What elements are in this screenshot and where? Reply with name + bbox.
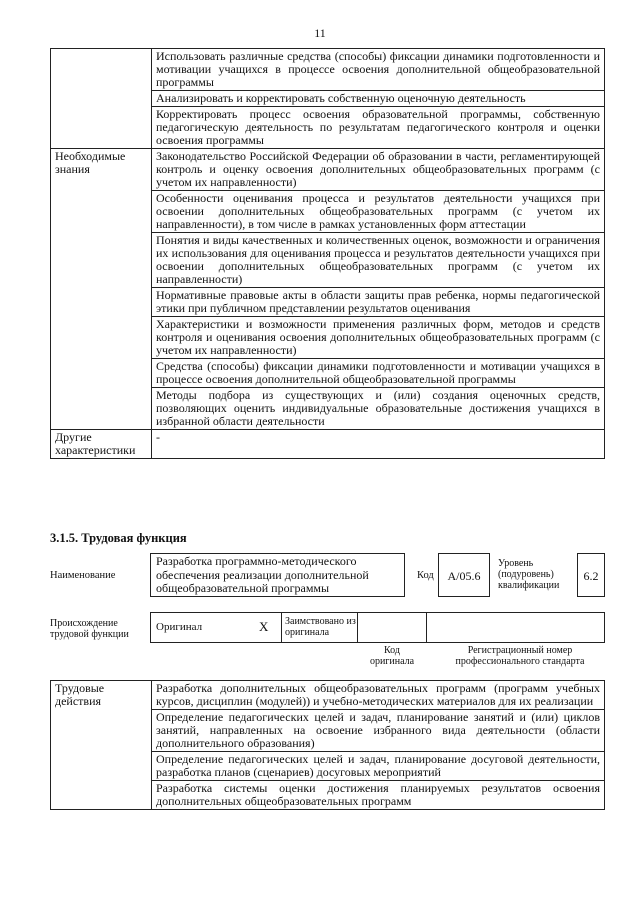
requirements-table (50, 48, 605, 459)
code-label: Код (417, 570, 434, 581)
table-row (51, 430, 605, 459)
original-label: Оригинал (156, 621, 203, 633)
original-cell (151, 613, 282, 642)
knowledge-cell: Понятия и виды качественных и количественных оценок, возможности и ограничения их использования для оценивания процесса и результатов деятельности учащихся при освоении дополнительных общеобразовательных программ (с учетом их направленности) (152, 233, 605, 288)
table-row (51, 149, 605, 191)
other-value: - (152, 430, 605, 459)
orig-code-cell (357, 613, 427, 642)
knowledge-cell: Средства (способы) фиксации динамики подготовленности и мотивации учащихся в процессе освоения дополнительной общеобразовательной программы (152, 359, 605, 388)
table-row (51, 681, 605, 710)
code-value: А/05.6 (447, 569, 481, 583)
level-box (577, 553, 605, 597)
knowledge-cell: Нормативные правовые акты в области защиты прав ребенка, нормы педагогической этики при публичном представлении результатов оценивания (152, 288, 605, 317)
reg-number-caption: Регистрационный номер профессионального стандарта (455, 645, 585, 667)
action-cell: Определение педагогических целей и задач, планирование занятий и (или) циклов занятий, направленных на освоение избранного вида деятельности (области дополнительного образования) (152, 710, 605, 752)
name-label: Наименование (50, 570, 116, 581)
action-cell: Разработка дополнительных общеобразовательных программ (программ учебных курсов, дисциплин (модулей)) и учебно-методических материалов для их реализации (152, 681, 605, 710)
action-cell: Разработка системы оценки достижения планируемых результатов освоения дополнительных общеобразовательных программ (152, 781, 605, 810)
knowledge-cell: Характеристики и возможности применения различных форм, методов и средств контроля и оценивания освоения дополнительных общеобразовательных программ (с учетом их направленности) (152, 317, 605, 359)
empty-label-cell (51, 49, 152, 149)
origin-label: Происхождение трудовой функции (50, 618, 129, 640)
original-mark: X (259, 619, 269, 634)
knowledge-label: Необходимые знания (51, 149, 152, 430)
actions-label: Трудовые действия (51, 681, 152, 810)
section-title: 3.1.5. Трудовая функция (50, 531, 187, 545)
knowledge-cell: Особенности оценивания процесса и результатов деятельности учащихся при освоении дополнительных общеобразовательных программ (с учетом их направленности), в том числе в рамках установленных форм аттестации (152, 191, 605, 233)
borrowed-label: Заимствовано из оригинала (285, 616, 356, 638)
knowledge-cell: Методы подбора из существующих и (или) создания оценочных средств, позволяющих оценить индивидуальные образовательные достижения учащихся в избранной области деятельности (152, 388, 605, 430)
actions-table (50, 680, 605, 810)
function-name-box (150, 553, 405, 597)
orig-code-caption: Код оригинала (369, 645, 415, 667)
knowledge-cell: Законодательство Российской Федерации об образовании в части, регламентирующей контроль и оценку освоения дополнительных общеобразовательных программ (с учетом их направленности) (152, 149, 605, 191)
level-label: Уровень (подуровень) квалификации (498, 558, 560, 591)
other-label: Другие характеристики (51, 430, 152, 459)
level-value: 6.2 (583, 569, 599, 583)
code-box (438, 553, 490, 597)
origin-box (150, 612, 605, 643)
action-cell: Определение педагогических целей и задач, планирование досуговой деятельности, разработка планов (сценариев) досуговых мероприятий (152, 752, 605, 781)
table-row (51, 49, 605, 91)
page-number: 11 (314, 26, 326, 40)
function-name: Разработка программно-методического обеспечения реализации дополнительной общеобразовательной программы (156, 554, 369, 595)
skill-cell: Использовать различные средства (способы) фиксации динамики подготовленности и мотивации учащихся в процессе освоения дополнительной общеобразовательной программы (152, 49, 605, 91)
skill-cell: Анализировать и корректировать собственную оценочную деятельность (152, 91, 605, 107)
skill-cell: Корректировать процесс освоения образовательной программы, собственную педагогическую деятельность по результатам педагогического контроля и оценки освоения программы (152, 107, 605, 149)
